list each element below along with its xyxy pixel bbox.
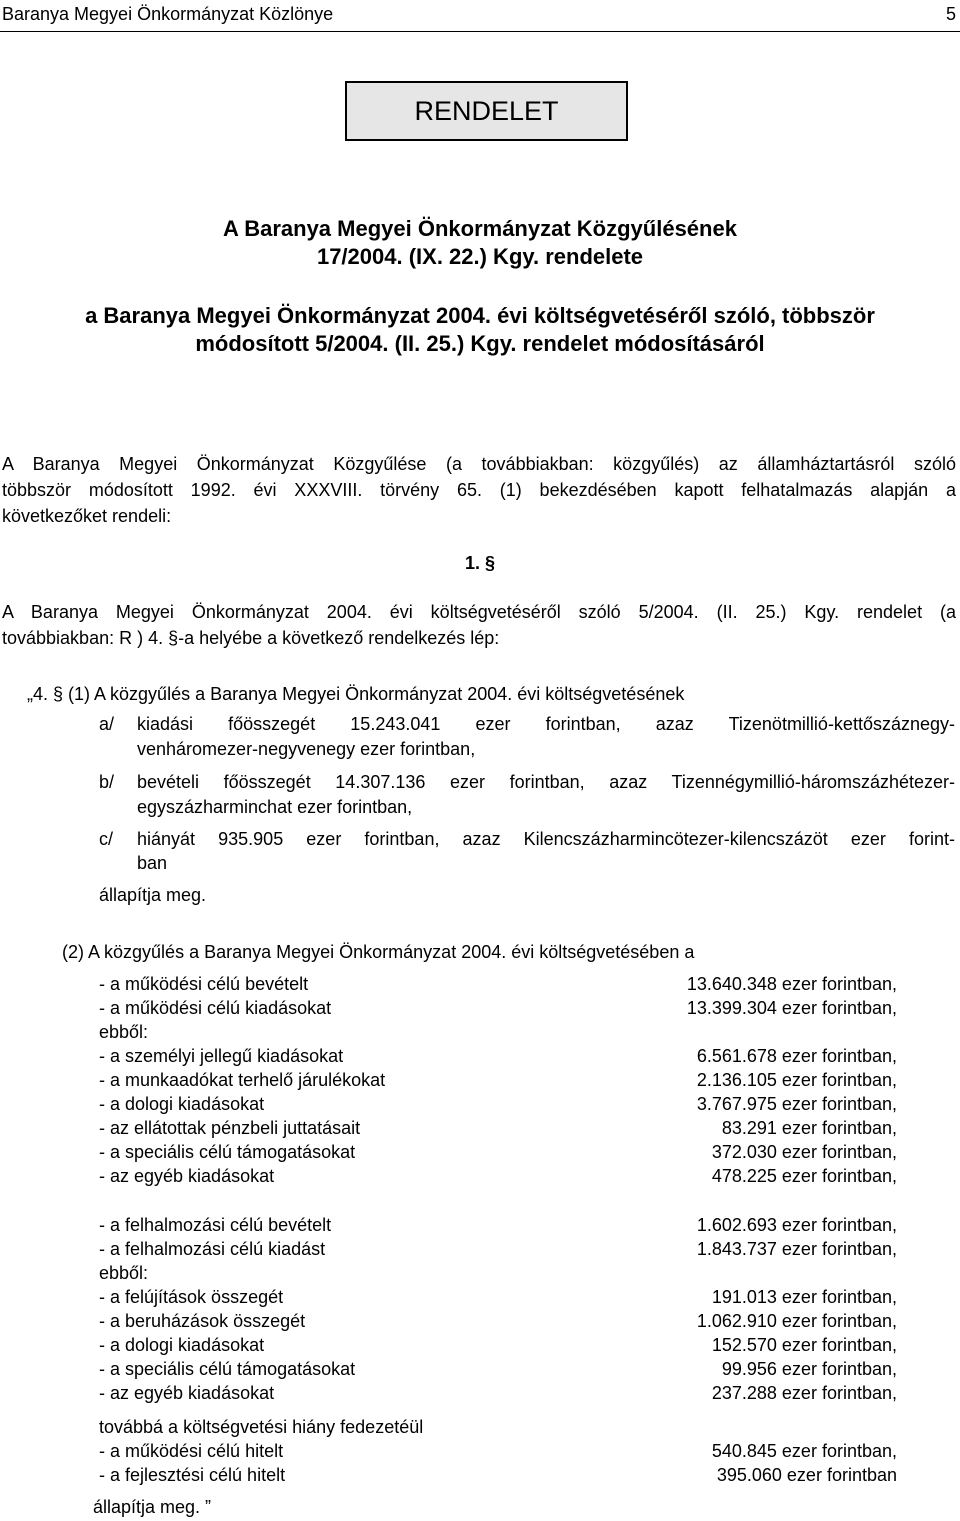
budget-value: 83.291 ezer forintban, xyxy=(721,1118,897,1138)
budget-label: - a működési célú hitelt xyxy=(99,1441,284,1461)
budget-value: 152.570 ezer forintban, xyxy=(711,1335,897,1355)
publication-title: Baranya Megyei Önkormányzat Közlönye xyxy=(2,4,334,24)
budget-label: - a felhalmozási célú kiadást xyxy=(99,1239,326,1259)
budget-value: 1.843.737 ezer forintban, xyxy=(696,1239,897,1259)
budget-label: - az egyéb kiadásokat xyxy=(99,1166,275,1186)
preamble-line-1: A Baranya Megyei Önkormányzat Közgyűlése (a továbbiakban: közgyűlés) az államháztartásról szóló xyxy=(2,454,956,474)
budget-label: - a működési célú kiadásokat xyxy=(99,998,332,1018)
title-line-2: 17/2004. (IX. 22.) Kgy. rendelete xyxy=(316,244,644,269)
budget-label: ebből: xyxy=(99,1022,149,1042)
budget-label: - a működési célú bevételt xyxy=(99,974,309,994)
budget-value: 478.225 ezer forintban, xyxy=(711,1166,897,1186)
budget-label: - a beruházások összegét xyxy=(99,1311,306,1331)
budget-label: - a felhalmozási célú bevételt xyxy=(99,1215,332,1235)
budget-label: - az egyéb kiadásokat xyxy=(99,1383,275,1403)
budget-value: 191.013 ezer forintban, xyxy=(711,1287,897,1307)
budget-value: 237.288 ezer forintban, xyxy=(711,1383,897,1403)
budget-value: 1.602.693 ezer forintban, xyxy=(696,1215,897,1235)
budget-label: - a speciális célú támogatásokat xyxy=(99,1359,356,1379)
closing-line-2: állapítja meg. ” xyxy=(93,1497,212,1517)
item-c-line-1: hiányát 935.905 ezer forintban, azaz Kilencszázharmincötezer-kilencszázöt ezer forint- xyxy=(137,829,955,849)
closing-line-1: állapítja meg. xyxy=(99,885,207,905)
item-c-mark: c/ xyxy=(99,829,114,849)
budget-label: - a fejlesztési célú hitelt xyxy=(99,1465,286,1485)
item-a-line-1: kiadási főösszegét 15.243.041 ezer forintban, azaz Tizenötmillió-kettőszáznegy- xyxy=(137,714,955,734)
paragraph-2-intro: (2) A közgyűlés a Baranya Megyei Önkormányzat 2004. évi költségvetésében a xyxy=(62,942,695,962)
header-divider xyxy=(0,31,960,32)
budget-label: - a személyi jellegű kiadásokat xyxy=(99,1046,344,1066)
budget-label: ebből: xyxy=(99,1263,149,1283)
budget-label: - az ellátottak pénzbeli juttatásait xyxy=(99,1118,361,1138)
budget-label: - a speciális célú támogatásokat xyxy=(99,1142,356,1162)
item-c-line-2: ban xyxy=(137,853,168,873)
item-b-line-2: egyszázharminchat ezer forintban, xyxy=(137,797,413,817)
document-type-box: RENDELET xyxy=(345,81,628,141)
budget-value: 13.399.304 ezer forintban, xyxy=(686,998,897,1018)
section-text-line-2: továbbiakban: R ) 4. §-a helyébe a következő rendelkezés lép: xyxy=(2,628,500,648)
section-heading: 1. § xyxy=(464,553,496,573)
paragraph-1-intro: „4. § (1) A közgyűlés a Baranya Megyei Önkormányzat 2004. évi költségvetésének xyxy=(27,684,685,704)
budget-value: 13.640.348 ezer forintban, xyxy=(686,974,897,994)
budget-value: 372.030 ezer forintban, xyxy=(711,1142,897,1162)
budget-label: - a dologi kiadásokat xyxy=(99,1094,265,1114)
budget-value: 3.767.975 ezer forintban, xyxy=(696,1094,897,1114)
title-line-4: módosított 5/2004. (II. 25.) Kgy. rendelet módosításáról xyxy=(195,331,765,356)
section-text-line-1: A Baranya Megyei Önkormányzat 2004. évi költségvetéséről szóló 5/2004. (II. 25.) Kgy. rendelet (a xyxy=(2,602,956,622)
budget-value: 1.062.910 ezer forintban, xyxy=(696,1311,897,1331)
preamble-line-3: következőket rendeli: xyxy=(2,506,172,526)
item-b-line-1: bevételi főösszegét 14.307.136 ezer forintban, azaz Tizennégymillió-háromszázhétezer- xyxy=(137,772,955,792)
deficit-intro: továbbá a költségvetési hiány fedezetéül xyxy=(99,1417,424,1437)
budget-label: - a dologi kiadásokat xyxy=(99,1335,265,1355)
budget-label: - a felújítások összegét xyxy=(99,1287,284,1307)
budget-value: 99.956 ezer forintban, xyxy=(721,1359,897,1379)
budget-value: 395.060 ezer forintban xyxy=(716,1465,897,1485)
item-a-mark: a/ xyxy=(99,714,115,734)
budget-value: 6.561.678 ezer forintban, xyxy=(696,1046,897,1066)
title-line-1: A Baranya Megyei Önkormányzat Közgyűlésének xyxy=(223,216,737,241)
preamble-line-2: többször módosított 1992. évi XXXVIII. törvény 65. (1) bekezdésében kapott felhatalmazás alapján a xyxy=(2,480,956,500)
page-number: 5 xyxy=(945,4,956,24)
budget-value: 540.845 ezer forintban, xyxy=(711,1441,897,1461)
item-b-mark: b/ xyxy=(99,772,115,792)
title-line-3: a Baranya Megyei Önkormányzat 2004. évi költségvetéséről szóló, többször xyxy=(85,303,875,328)
budget-label: - a munkaadókat terhelő járulékokat xyxy=(99,1070,386,1090)
item-a-line-2: venháromezer-negyvenegy ezer forintban, xyxy=(137,739,476,759)
budget-value: 2.136.105 ezer forintban, xyxy=(696,1070,897,1090)
